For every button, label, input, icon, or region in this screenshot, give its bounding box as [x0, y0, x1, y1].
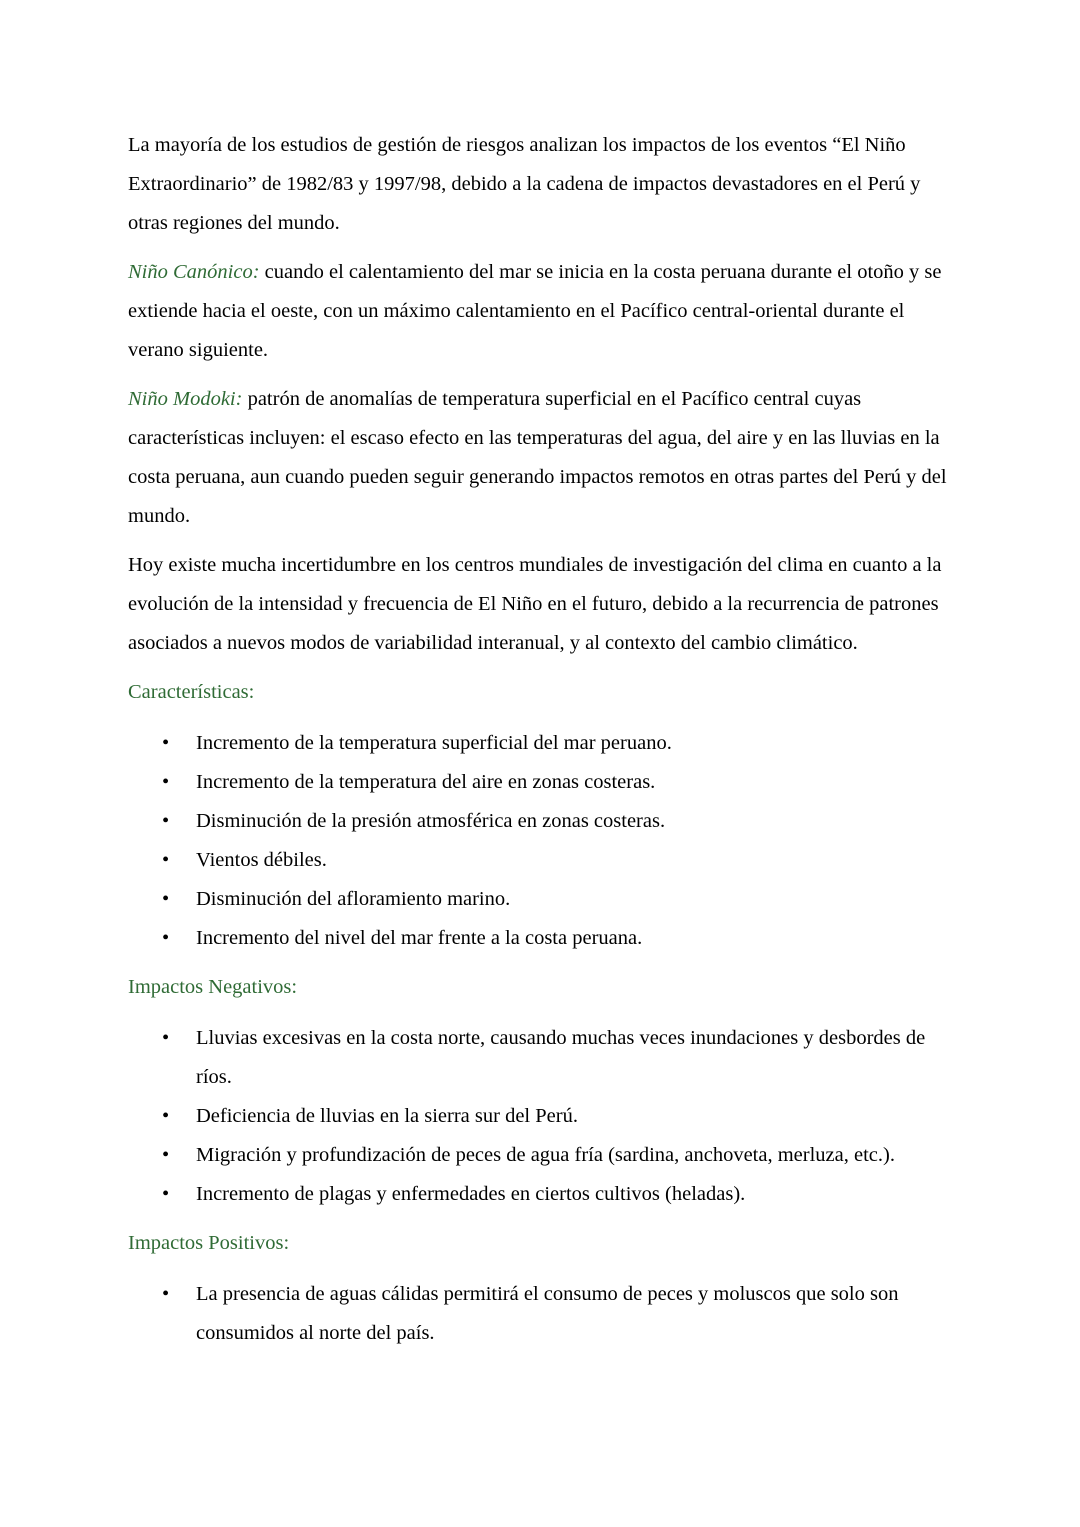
- list-impactos-positivos: [128, 1275, 948, 1353]
- list-impactos-negativos: [128, 1019, 948, 1214]
- term-nino-canonico: Niño Canónico:: [128, 261, 260, 283]
- list-caracteristicas: [128, 724, 948, 958]
- list-item: • Incremento de la temperatura superficial del mar peruano.: [128, 724, 948, 763]
- list-item: • Migración y profundización de peces de agua fría (sardina, anchoveta, merluza, etc.).: [128, 1136, 948, 1175]
- list-item: • Disminución del afloramiento marino.: [128, 880, 948, 919]
- heading-impactos-negativos: Impactos Negativos:: [128, 976, 298, 998]
- list-item: • Lluvias excesivas en la costa norte, causando muchas veces inundaciones y desbordes de ríos.: [128, 1019, 948, 1097]
- list-item: • Deficiencia de lluvias en la sierra sur del Perú.: [128, 1097, 948, 1136]
- definition-nino-modoki: patrón de anomalías de temperatura superficial en el Pacífico central cuyas características incluyen: el escaso efecto en las temperaturas del agua, del aire y en las lluvias en la costa peruana, aun cuando pueden seguir generando impactos remotos en otras partes del Perú y del mundo.: [128, 388, 947, 527]
- document-body: [128, 126, 948, 1363]
- heading-caracteristicas: Características:: [128, 681, 255, 703]
- paragraph-nino-canonico: [128, 253, 948, 370]
- heading-impactos-positivos: Impactos Positivos:: [128, 1232, 290, 1254]
- list-item: • Incremento del nivel del mar frente a la costa peruana.: [128, 919, 948, 958]
- paragraph-nino-modoki: [128, 380, 948, 536]
- list-item: • La presencia de aguas cálidas permitirá el consumo de peces y moluscos que solo son consumidos al norte del país.: [128, 1275, 948, 1353]
- list-item: • Incremento de plagas y enfermedades en ciertos cultivos (heladas).: [128, 1175, 948, 1214]
- list-item: • Vientos débiles.: [128, 841, 948, 880]
- definition-nino-canonico: cuando el calentamiento del mar se inicia en la costa peruana durante el otoño y se extiende hacia el oeste, con un máximo calentamiento en el Pacífico central-oriental durante el verano siguiente.: [128, 261, 942, 361]
- paragraph-intro: La mayoría de los estudios de gestión de riesgos analizan los impactos de los eventos “El Niño Extraordinario” de 1982/83 y 1997/98, debido a la cadena de impactos devastadores en el Perú y otras regiones del mundo.: [128, 134, 921, 234]
- term-nino-modoki: Niño Modoki:: [128, 388, 243, 410]
- paragraph-incertidumbre: Hoy existe mucha incertidumbre en los centros mundiales de investigación del clima en cuanto a la evolución de la intensidad y frecuencia de El Niño en el futuro, debido a la recurrencia de patrones asociados a nuevos modos de variabilidad interanual, y al contexto del cambio climático.: [128, 554, 942, 654]
- list-item: • Incremento de la temperatura del aire en zonas costeras.: [128, 763, 948, 802]
- list-item: • Disminución de la presión atmosférica en zonas costeras.: [128, 802, 948, 841]
